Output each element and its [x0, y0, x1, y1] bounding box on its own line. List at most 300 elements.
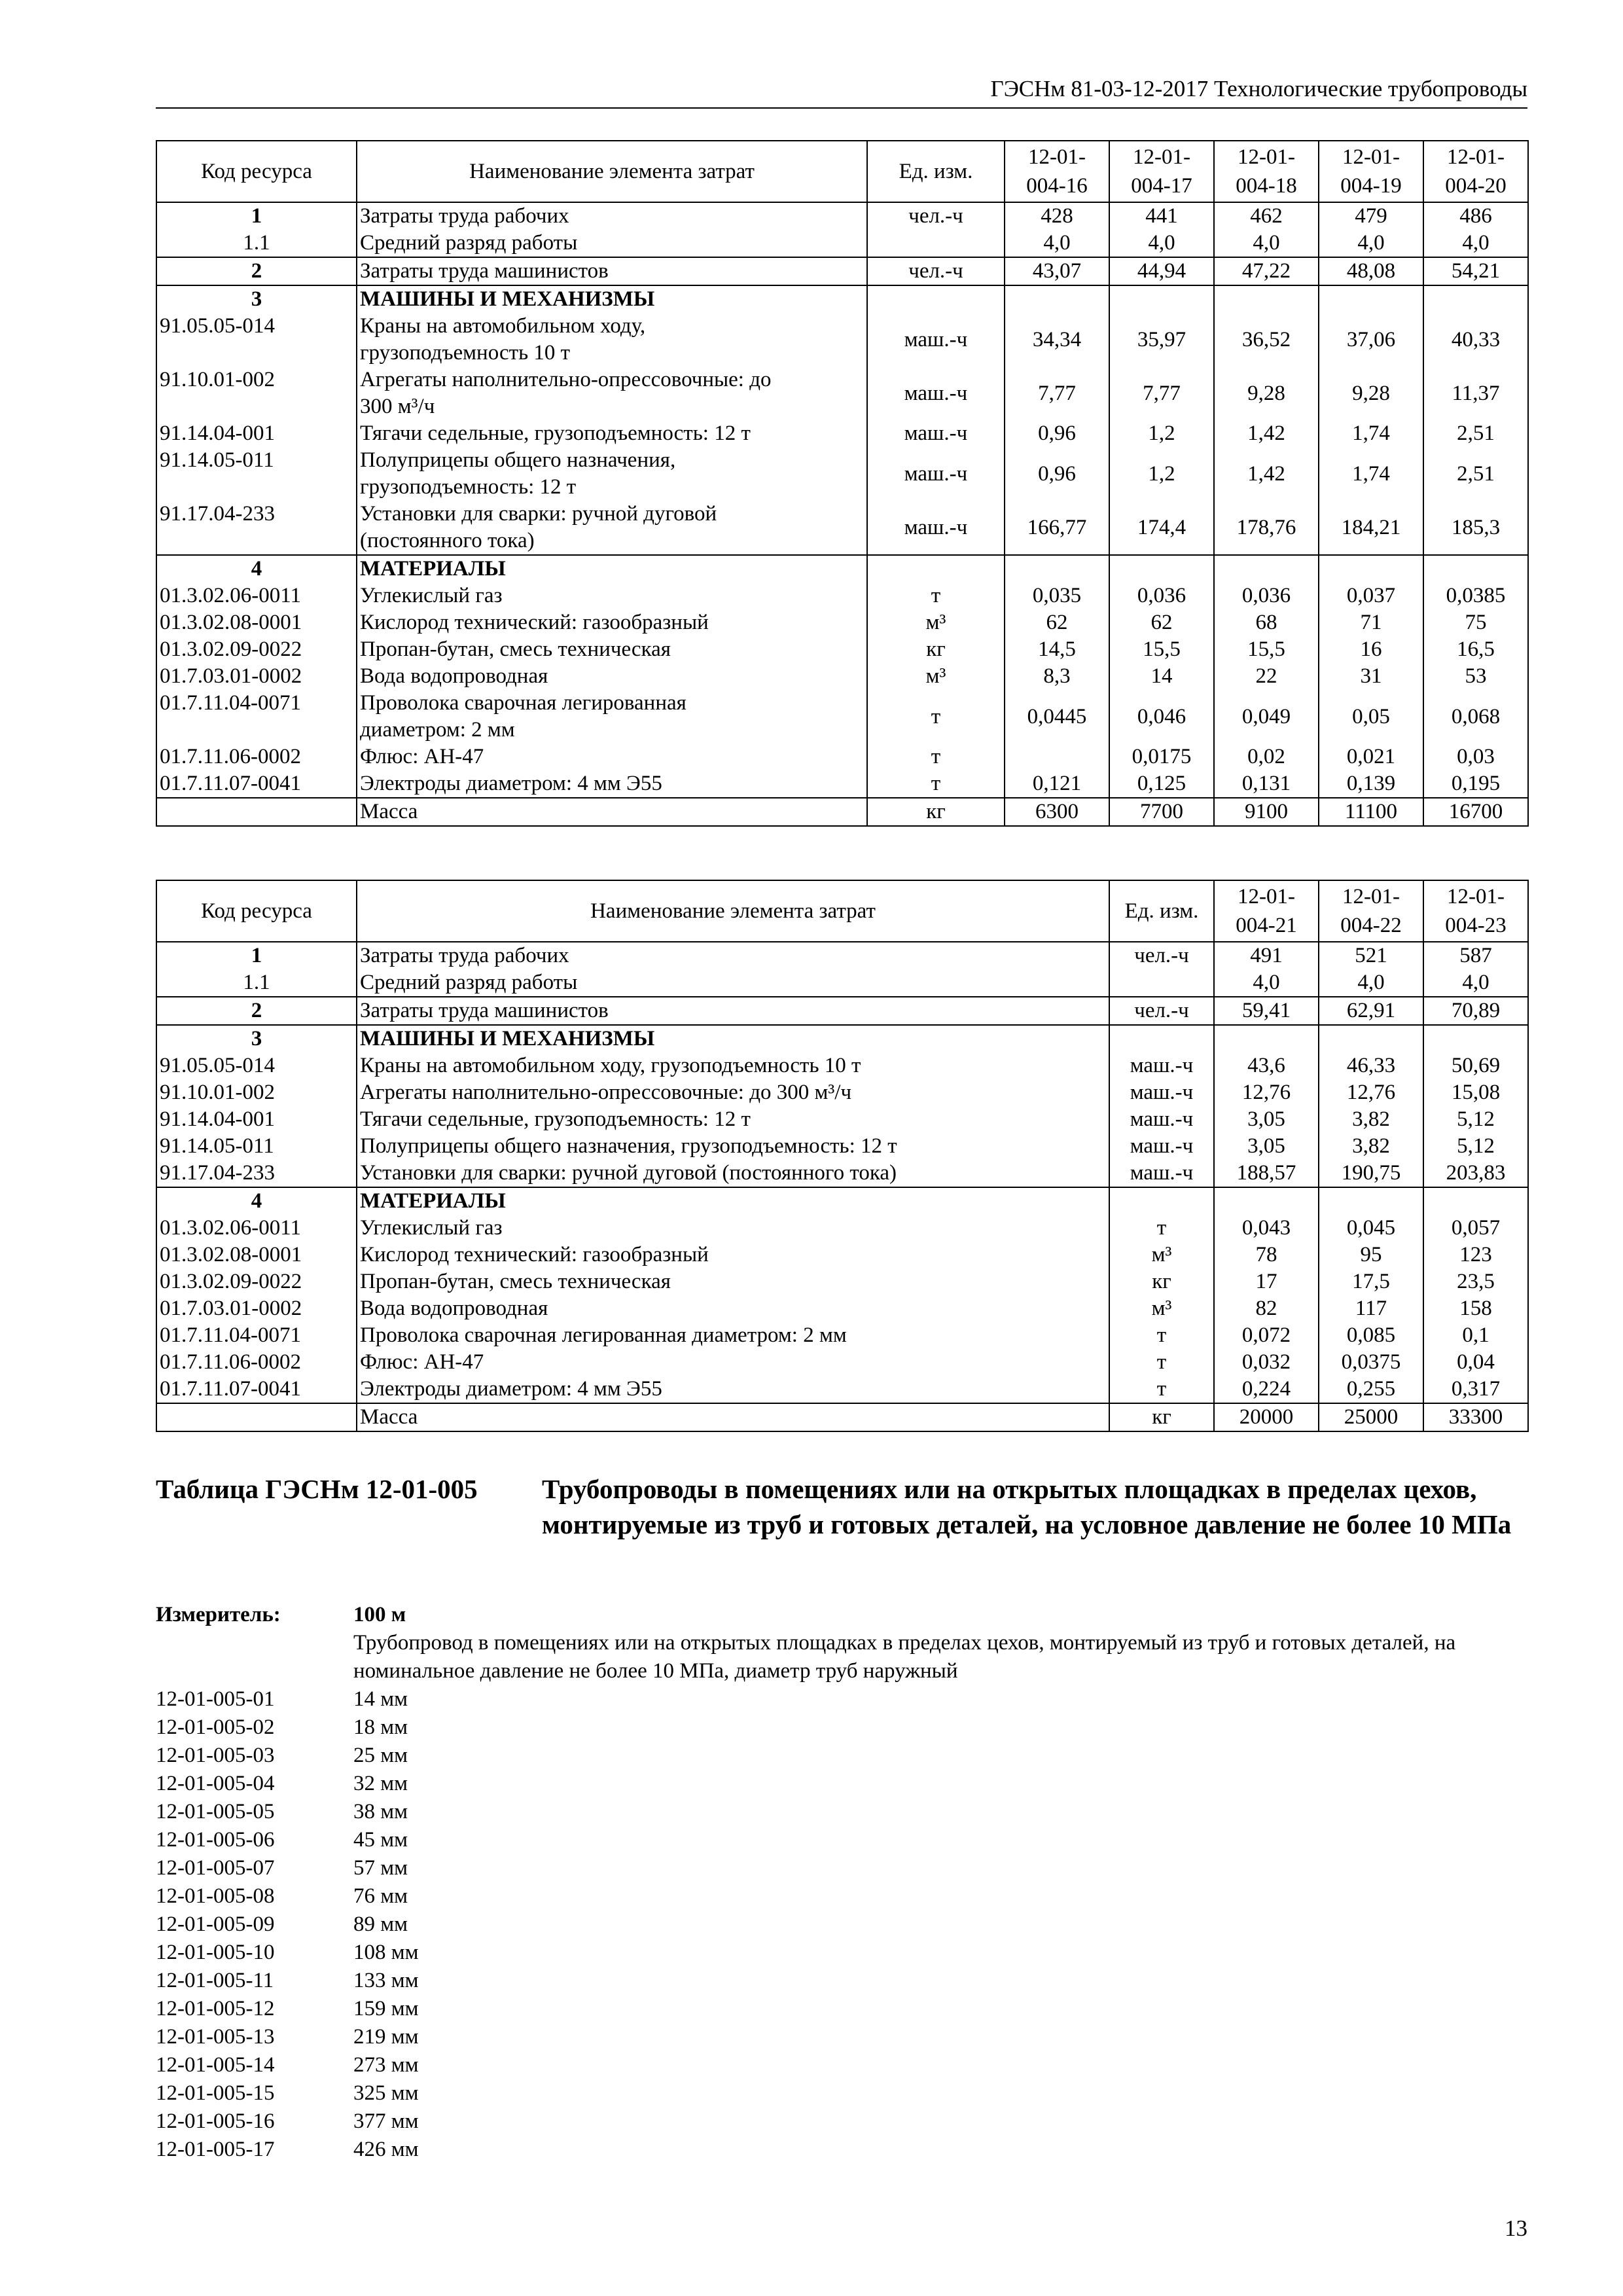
resource-code: 2 [156, 257, 357, 285]
resource-value: 203,83 [1423, 1160, 1528, 1187]
resource-name: Установки для сварки: ручной дуговой (постоянного тока) [357, 501, 867, 555]
resource-name: МАТЕРИАЛЫ [357, 1187, 1109, 1215]
list-item [156, 2079, 810, 2108]
resource-value: 4,0 [1005, 230, 1109, 257]
page-number: 13 [1505, 2215, 1527, 2241]
resource-value: 1,74 [1319, 420, 1423, 447]
column-header: 12-01- 004-21 [1214, 880, 1319, 942]
resource-unit: м³ [1109, 1295, 1214, 1322]
resource-value: 4,0 [1109, 230, 1214, 257]
resource-value: 7700 [1109, 798, 1214, 826]
resource-unit: чел.-ч [867, 257, 1005, 285]
resource-value: 4,0 [1319, 230, 1423, 257]
resource-value: 53 [1423, 663, 1528, 690]
resource-code: 01.3.02.09-0022 [156, 1268, 357, 1295]
item-diameter: 18 мм [353, 1715, 408, 1739]
resource-value: 0,043 [1214, 1215, 1319, 1242]
resource-value [1005, 285, 1109, 313]
resource-value: 35,97 [1109, 313, 1214, 367]
resource-value [1214, 1025, 1319, 1052]
resource-code: 1 [156, 202, 357, 230]
column-header: 12-01- 004-20 [1423, 141, 1528, 202]
table-row [156, 798, 1528, 826]
table-row [156, 420, 1528, 447]
resource-unit: т [1109, 1322, 1214, 1349]
resource-value: 25000 [1319, 1403, 1423, 1431]
resource-value: 3,82 [1319, 1133, 1423, 1160]
resource-name: МАШИНЫ И МЕХАНИЗМЫ [357, 285, 867, 313]
resource-value: 4,0 [1319, 969, 1423, 997]
list-item [156, 2051, 810, 2079]
item-diameter: 325 мм [353, 2081, 419, 2105]
resource-value: 0,05 [1319, 690, 1423, 744]
resource-code: 01.7.03.01-0002 [156, 1295, 357, 1322]
resource-unit: т [1109, 1349, 1214, 1376]
resource-code: 91.05.05-014 [156, 1052, 357, 1079]
table-row [156, 744, 1528, 770]
resource-value: 15,08 [1423, 1079, 1528, 1106]
resource-value: 0,125 [1109, 770, 1214, 798]
resource-value [1214, 1187, 1319, 1215]
table-row [156, 997, 1528, 1025]
resource-value: 0,02 [1214, 744, 1319, 770]
resource-value: 11,37 [1423, 367, 1528, 420]
resource-value: 3,82 [1319, 1106, 1423, 1133]
resource-value: 9100 [1214, 798, 1319, 826]
list-item [156, 2108, 810, 2136]
resource-value: 0,057 [1423, 1215, 1528, 1242]
resource-value: 441 [1109, 202, 1214, 230]
resource-unit [1109, 1187, 1214, 1215]
resource-unit: маш.-ч [867, 447, 1005, 501]
resource-value: 4,0 [1423, 969, 1528, 997]
table-row [156, 583, 1528, 609]
resource-name: Затраты труда рабочих [357, 942, 1109, 969]
resource-value: 0,96 [1005, 447, 1109, 501]
column-header: Наименование элемента затрат [357, 141, 867, 202]
resource-value [1109, 285, 1214, 313]
resource-value: 15,5 [1214, 636, 1319, 663]
resource-value: 0,021 [1319, 744, 1423, 770]
item-diameter: 45 мм [353, 1828, 408, 1852]
column-header: 12-01- 004-17 [1109, 141, 1214, 202]
resource-unit: м³ [867, 663, 1005, 690]
resource-unit: кг [867, 798, 1005, 826]
resource-code: 3 [156, 285, 357, 313]
list-item [156, 1854, 810, 1882]
resource-value: 158 [1423, 1295, 1528, 1322]
resource-table-004-21-23 [156, 880, 1529, 1432]
resource-code [156, 798, 357, 826]
resource-value: 0,1 [1423, 1322, 1528, 1349]
resource-code: 91.14.05-011 [156, 1133, 357, 1160]
resource-value: 1,2 [1109, 420, 1214, 447]
column-header: Наименование элемента затрат [357, 880, 1109, 942]
resource-code: 01.7.11.07-0041 [156, 1376, 357, 1403]
resource-value: 123 [1423, 1242, 1528, 1268]
resource-value: 1,74 [1319, 447, 1423, 501]
resource-unit: т [867, 583, 1005, 609]
item-code: 12-01-005-15 [156, 2081, 275, 2105]
resource-value [1319, 285, 1423, 313]
item-diameter: 76 мм [353, 1884, 408, 1908]
resource-unit: чел.-ч [1109, 942, 1214, 969]
table-header-row [156, 880, 1528, 942]
item-diameter: 89 мм [353, 1912, 408, 1936]
table-row [156, 1187, 1528, 1215]
resource-value: 521 [1319, 942, 1423, 969]
resource-code: 01.3.02.09-0022 [156, 636, 357, 663]
resource-value: 0,037 [1319, 583, 1423, 609]
table-row [156, 230, 1528, 257]
resource-value: 82 [1214, 1295, 1319, 1322]
resource-name: МАШИНЫ И МЕХАНИЗМЫ [357, 1025, 1109, 1052]
item-code: 12-01-005-02 [156, 1715, 275, 1739]
resource-value: 75 [1423, 609, 1528, 636]
resource-name: Затраты труда машинистов [357, 997, 1109, 1025]
item-code: 12-01-005-11 [156, 1969, 274, 1992]
resource-code: 2 [156, 997, 357, 1025]
table-row [156, 690, 1528, 744]
resource-value: 70,89 [1423, 997, 1528, 1025]
list-item [156, 1882, 810, 1910]
resource-value: 9,28 [1214, 367, 1319, 420]
resource-value: 2,51 [1423, 447, 1528, 501]
resource-code: 4 [156, 1187, 357, 1215]
resource-value: 0,03 [1423, 744, 1528, 770]
resource-unit: т [867, 690, 1005, 744]
table-row [156, 555, 1528, 583]
resource-unit [1109, 969, 1214, 997]
resource-value: 0,0175 [1109, 744, 1214, 770]
item-diameter: 133 мм [353, 1969, 419, 1992]
resource-value: 166,77 [1005, 501, 1109, 555]
resource-code: 01.7.11.06-0002 [156, 744, 357, 770]
resource-code: 01.7.11.04-0071 [156, 690, 357, 744]
resource-value [1423, 1025, 1528, 1052]
resource-unit: кг [867, 636, 1005, 663]
resource-unit: маш.-ч [1109, 1079, 1214, 1106]
resource-unit: маш.-ч [867, 367, 1005, 420]
item-diameter: 57 мм [353, 1856, 408, 1880]
resource-value: 36,52 [1214, 313, 1319, 367]
table-row [156, 447, 1528, 501]
resource-value: 31 [1319, 663, 1423, 690]
resource-value: 4,0 [1423, 230, 1528, 257]
resource-value: 12,76 [1319, 1079, 1423, 1106]
resource-unit: маш.-ч [1109, 1106, 1214, 1133]
resource-unit: м³ [1109, 1242, 1214, 1268]
resource-unit: чел.-ч [867, 202, 1005, 230]
resource-name: Пропан-бутан, смесь техническая [357, 1268, 1109, 1295]
column-header: Код ресурса [156, 141, 357, 202]
resource-unit: маш.-ч [1109, 1052, 1214, 1079]
resource-code: 91.05.05-014 [156, 313, 357, 367]
resource-value: 5,12 [1423, 1133, 1528, 1160]
item-list [156, 1685, 810, 2164]
resource-code: 1 [156, 942, 357, 969]
column-header: 12-01- 004-23 [1423, 880, 1528, 942]
resource-name: МАТЕРИАЛЫ [357, 555, 867, 583]
resource-name: Проволока сварочная легированная диаметром: 2 мм [357, 1322, 1109, 1349]
resource-value: 23,5 [1423, 1268, 1528, 1295]
resource-value: 16 [1319, 636, 1423, 663]
list-item [156, 1770, 810, 1798]
resource-value: 0,046 [1109, 690, 1214, 744]
resource-value: 71 [1319, 609, 1423, 636]
resource-value: 0,049 [1214, 690, 1319, 744]
resource-code: 01.3.02.08-0001 [156, 609, 357, 636]
item-code: 12-01-005-12 [156, 1997, 275, 2020]
resource-value [1005, 555, 1109, 583]
resource-value: 0,072 [1214, 1322, 1319, 1349]
item-diameter: 14 мм [353, 1687, 408, 1711]
running-header: ГЭСНм 81-03-12-2017 Технологические трубопроводы [156, 73, 1527, 109]
resource-value: 7,77 [1005, 367, 1109, 420]
item-code: 12-01-005-04 [156, 1772, 275, 1795]
resource-value [1005, 744, 1109, 770]
item-code: 12-01-005-07 [156, 1856, 275, 1880]
resource-value [1423, 555, 1528, 583]
resource-value: 16700 [1423, 798, 1528, 826]
table-row [156, 1133, 1528, 1160]
resource-value: 0,224 [1214, 1376, 1319, 1403]
resource-value: 47,22 [1214, 257, 1319, 285]
resource-value: 2,51 [1423, 420, 1528, 447]
resource-unit: т [867, 770, 1005, 798]
resource-value: 40,33 [1423, 313, 1528, 367]
item-diameter: 219 мм [353, 2025, 419, 2049]
resource-value: 22 [1214, 663, 1319, 690]
resource-code: 91.14.04-001 [156, 420, 357, 447]
resource-value [1423, 285, 1528, 313]
resource-value: 0,0375 [1319, 1349, 1423, 1376]
list-item [156, 1713, 810, 1742]
resource-name: Тягачи седельные, грузоподъемность: 12 т [357, 420, 867, 447]
table-row [156, 313, 1528, 367]
list-item [156, 1967, 810, 1995]
item-diameter: 32 мм [353, 1772, 408, 1795]
column-header: 12-01- 004-16 [1005, 141, 1109, 202]
table-row [156, 942, 1528, 969]
resource-value: 14 [1109, 663, 1214, 690]
table-row [156, 285, 1528, 313]
table-row [156, 1025, 1528, 1052]
table-row [156, 1106, 1528, 1133]
column-header: 12-01- 004-22 [1319, 880, 1423, 942]
resource-unit [1109, 1025, 1214, 1052]
resource-unit: т [867, 744, 1005, 770]
resource-code: 01.7.03.01-0002 [156, 663, 357, 690]
item-diameter: 38 мм [353, 1800, 408, 1823]
resource-value: 0,0385 [1423, 583, 1528, 609]
table-row [156, 969, 1528, 997]
resource-name: Электроды диаметром: 4 мм Э55 [357, 770, 867, 798]
resource-unit: чел.-ч [1109, 997, 1214, 1025]
table-row [156, 1242, 1528, 1268]
resource-code: 91.17.04-233 [156, 1160, 357, 1187]
resource-unit: маш.-ч [867, 501, 1005, 555]
resource-unit [867, 555, 1005, 583]
resource-value: 5,12 [1423, 1106, 1528, 1133]
resource-value: 9,28 [1319, 367, 1423, 420]
resource-value: 462 [1214, 202, 1319, 230]
resource-value: 0,96 [1005, 420, 1109, 447]
resource-name: Средний разряд работы [357, 230, 867, 257]
resource-code: 1.1 [156, 969, 357, 997]
section-title: Трубопроводы в помещениях или на открытых площадках в пределах цехов, монтируемые из труб и готовых деталей, на условное давление не более 10 МПа [542, 1474, 1512, 1539]
resource-name: Агрегаты наполнительно-опрессовочные: до 300 м³/ч [357, 1079, 1109, 1106]
resource-name: Краны на автомобильном ходу, грузоподъемность 10 т [357, 313, 867, 367]
section-label: Таблица ГЭСНм 12-01-005 [156, 1474, 478, 1504]
resource-value [1319, 1025, 1423, 1052]
resource-name: Кислород технический: газообразный [357, 609, 867, 636]
resource-value: 12,76 [1214, 1079, 1319, 1106]
table-row [156, 1349, 1528, 1376]
resource-code: 01.7.11.07-0041 [156, 770, 357, 798]
list-item [156, 1826, 810, 1854]
column-header: Ед. изм. [1109, 880, 1214, 942]
measure-unit: 100 м [353, 1603, 406, 1626]
list-item [156, 2023, 810, 2051]
resource-name: Средний разряд работы [357, 969, 1109, 997]
resource-value: 20000 [1214, 1403, 1319, 1431]
resource-value: 1,42 [1214, 447, 1319, 501]
resource-value: 4,0 [1214, 230, 1319, 257]
item-code: 12-01-005-08 [156, 1884, 275, 1908]
resource-name: Вода водопроводная [357, 663, 867, 690]
resource-code: 91.14.04-001 [156, 1106, 357, 1133]
resource-code: 1.1 [156, 230, 357, 257]
resource-value [1214, 285, 1319, 313]
column-header: 12-01- 004-19 [1319, 141, 1423, 202]
table-row [156, 1295, 1528, 1322]
resource-name: Полуприцепы общего назначения, грузоподъемность: 12 т [357, 1133, 1109, 1160]
resource-unit: кг [1109, 1403, 1214, 1431]
item-code: 12-01-005-14 [156, 2053, 275, 2077]
list-item [156, 1910, 810, 1939]
resource-name: Затраты труда рабочих [357, 202, 867, 230]
resource-code: 01.7.11.04-0071 [156, 1322, 357, 1349]
resource-code: 91.14.05-011 [156, 447, 357, 501]
list-item [156, 1939, 810, 1967]
list-item [156, 1742, 810, 1770]
resource-unit: маш.-ч [867, 420, 1005, 447]
resource-code: 01.3.02.06-0011 [156, 583, 357, 609]
resource-value: 95 [1319, 1242, 1423, 1268]
resource-value: 184,21 [1319, 501, 1423, 555]
table-header-row [156, 141, 1528, 202]
resource-value: 46,33 [1319, 1052, 1423, 1079]
resource-value: 3,05 [1214, 1106, 1319, 1133]
resource-table-004-16-20 [156, 140, 1529, 827]
resource-unit: маш.-ч [867, 313, 1005, 367]
resource-name: Проволока сварочная легированная диаметром: 2 мм [357, 690, 867, 744]
resource-code: 4 [156, 555, 357, 583]
resource-value: 44,94 [1109, 257, 1214, 285]
list-item [156, 1685, 810, 1713]
resource-unit: маш.-ч [1109, 1133, 1214, 1160]
table-row [156, 609, 1528, 636]
resource-unit: м³ [867, 609, 1005, 636]
resource-value: 190,75 [1319, 1160, 1423, 1187]
resource-value: 62,91 [1319, 997, 1423, 1025]
resource-value [1214, 555, 1319, 583]
resource-code: 01.7.11.06-0002 [156, 1349, 357, 1376]
table-row [156, 1322, 1528, 1349]
resource-code: 01.3.02.06-0011 [156, 1215, 357, 1242]
item-diameter: 159 мм [353, 1997, 419, 2020]
resource-name: Углекислый газ [357, 583, 867, 609]
table-row [156, 257, 1528, 285]
resource-value: 0,036 [1109, 583, 1214, 609]
resource-name: Электроды диаметром: 4 мм Э55 [357, 1376, 1109, 1403]
resource-value: 68 [1214, 609, 1319, 636]
table-row [156, 1215, 1528, 1242]
resource-value: 188,57 [1214, 1160, 1319, 1187]
resource-value: 587 [1423, 942, 1528, 969]
resource-value: 34,34 [1005, 313, 1109, 367]
resource-value: 4,0 [1214, 969, 1319, 997]
resource-name: Масса [357, 1403, 1109, 1431]
resource-code: 01.3.02.08-0001 [156, 1242, 357, 1268]
item-diameter: 273 мм [353, 2053, 419, 2077]
resource-value [1319, 1187, 1423, 1215]
resource-value: 178,76 [1214, 501, 1319, 555]
resource-value: 14,5 [1005, 636, 1109, 663]
resource-value: 0,04 [1423, 1349, 1528, 1376]
resource-value: 54,21 [1423, 257, 1528, 285]
item-code: 12-01-005-13 [156, 2025, 275, 2049]
resource-value: 1,2 [1109, 447, 1214, 501]
item-code: 12-01-005-09 [156, 1912, 275, 1936]
column-header: Код ресурса [156, 880, 357, 942]
resource-value: 0,317 [1423, 1376, 1528, 1403]
resource-value: 16,5 [1423, 636, 1528, 663]
resource-name: Агрегаты наполнительно-опрессовочные: до 300 м³/ч [357, 367, 867, 420]
item-code: 12-01-005-01 [156, 1687, 275, 1711]
resource-unit: т [1109, 1215, 1214, 1242]
item-diameter: 377 мм [353, 2109, 419, 2133]
item-code: 12-01-005-16 [156, 2109, 275, 2133]
resource-value: 0,032 [1214, 1349, 1319, 1376]
resource-value: 479 [1319, 202, 1423, 230]
resource-value [1319, 555, 1423, 583]
resource-name: Углекислый газ [357, 1215, 1109, 1242]
resource-value: 11100 [1319, 798, 1423, 826]
resource-name: Полуприцепы общего назначения, грузоподъемность: 12 т [357, 447, 867, 501]
resource-value: 117 [1319, 1295, 1423, 1322]
item-code: 12-01-005-03 [156, 1744, 275, 1767]
resource-value: 3,05 [1214, 1133, 1319, 1160]
resource-code: 91.10.01-002 [156, 367, 357, 420]
resource-value: 0,0445 [1005, 690, 1109, 744]
resource-value: 491 [1214, 942, 1319, 969]
resource-value: 43,07 [1005, 257, 1109, 285]
resource-value: 428 [1005, 202, 1109, 230]
resource-name: Затраты труда машинистов [357, 257, 867, 285]
resource-unit [867, 285, 1005, 313]
resource-value: 0,195 [1423, 770, 1528, 798]
resource-name: Тягачи седельные, грузоподъемность: 12 т [357, 1106, 1109, 1133]
column-header: Ед. изм. [867, 141, 1005, 202]
resource-code: 91.17.04-233 [156, 501, 357, 555]
item-code: 12-01-005-05 [156, 1800, 275, 1823]
resource-value: 8,3 [1005, 663, 1109, 690]
resource-name: Вода водопроводная [357, 1295, 1109, 1322]
table-row [156, 367, 1528, 420]
resource-value: 185,3 [1423, 501, 1528, 555]
